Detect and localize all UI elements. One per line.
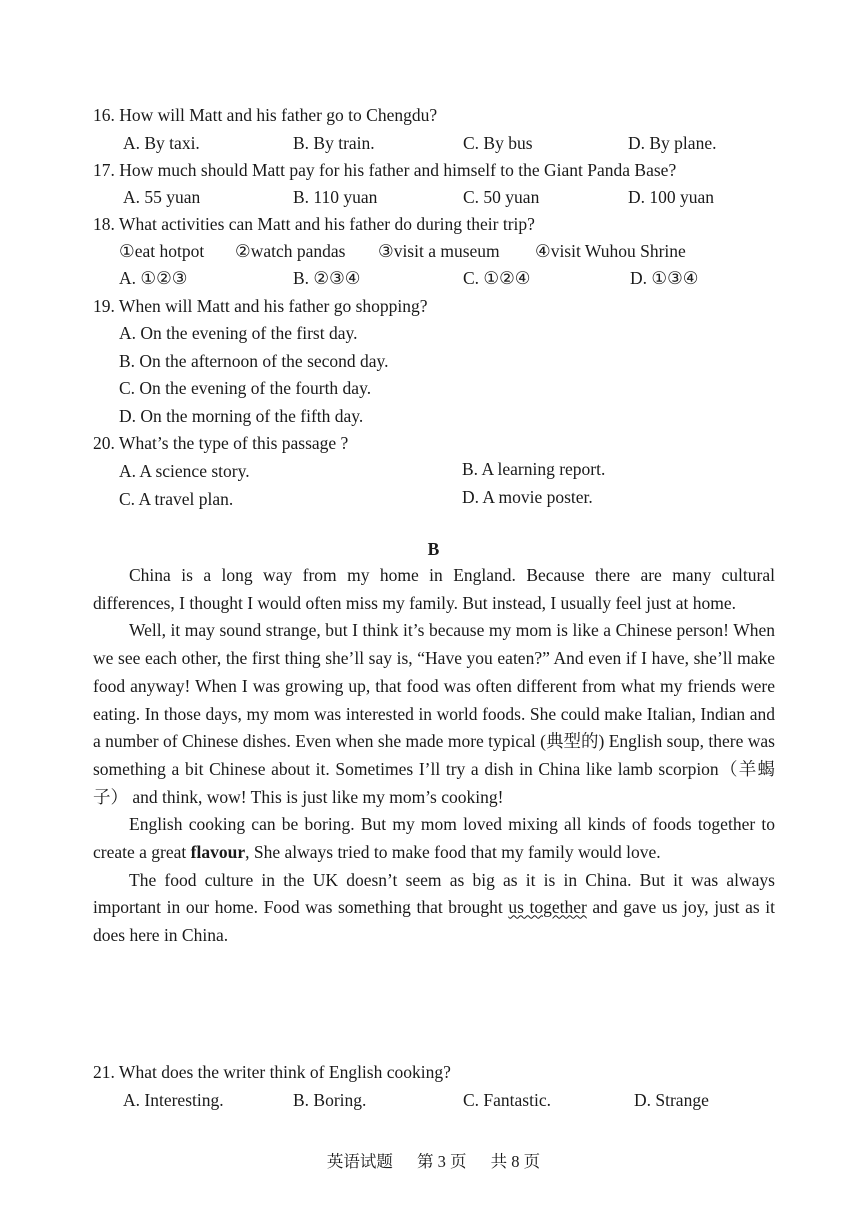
question-16-stem: 16. How will Matt and his father go to Chengdu? [93,105,438,125]
page-footer [0,1148,867,1176]
q17-option-c: C. 50 yuan [463,187,540,207]
q19-option-b: B. On the afternoon of the second day. [119,351,389,371]
q21-option-b: B. Boring. [293,1090,367,1110]
q17-option-b: B. 110 yuan [293,187,378,207]
q18-option-a: A. ①②③ [119,268,188,288]
q20-option-b: B. A learning report. [462,459,606,479]
q18-choice-1: ①eat hotpot [119,241,205,261]
footer-page-number: 第 3 页 [417,1152,467,1171]
paragraph-3-text-end: , She always tried to make food that my family would love. [245,842,661,863]
q19-option-d: D. On the morning of the fifth day. [119,406,364,426]
q21-option-d: D. Strange [634,1090,709,1110]
paragraph-3-text-start: English cooking can be boring. But my mom loved mixing all kinds of foods together to create a great [93,814,775,863]
q17-option-a: A. 55 yuan [123,187,201,207]
underlined-phrase: us together [508,897,587,918]
paragraph-4-text-end: and gave us joy, just as it does here in China. [93,897,775,946]
passage-paragraph-1: China is a long way from my home in England. Because there are many cultural differences, I thought I would often miss my family. But instead, I usually feel just at home. [93,565,775,613]
q17-option-d: D. 100 yuan [628,187,715,207]
q18-choice-3: ③visit a museum [378,241,500,261]
passage-b [93,562,775,950]
question-17-stem: 17. How much should Matt pay for his father and himself to the Giant Panda Base? [93,160,677,180]
q18-option-b: B. ②③④ [293,268,361,288]
q20-option-d: D. A movie poster. [462,487,593,507]
q16-option-a: A. By taxi. [123,133,200,153]
question-19-stem: 19. When will Matt and his father go shopping? [93,296,428,316]
question-20-stem: 20. What’s the type of this passage ? [93,433,349,453]
q20-option-a: A. A science story. [119,461,250,481]
question-21-stem: 21. What does the writer think of English cooking? [93,1062,451,1082]
q16-option-b: B. By train. [293,133,375,153]
q18-choice-4: ④visit Wuhou Shrine [535,241,686,261]
footer-subject: 英语试题 [326,1152,393,1171]
q19-option-c: C. On the evening of the fourth day. [119,378,372,398]
q20-option-c: C. A travel plan. [119,489,234,509]
footer-total-pages: 共 8 页 [490,1152,541,1171]
q21-option-c: C. Fantastic. [463,1090,551,1110]
paragraph-4-text-start: The food culture in the UK doesn’t seem as big as it is in China. But it was always important in our home. Food was something that brought [93,869,775,918]
flavour-bold-word: flavour [190,842,246,863]
section-b-title: B [427,539,440,559]
q18-option-c: C. ①②④ [463,268,531,288]
passage-paragraph-2: Well, it may sound strange, but I think it’s because my mom is like a Chinese person! When we see each other, the first thing she’ll say is, “Have you eaten?” And even if I have, she’ll make food anyway! When I was growing up, that food was often different from what my friends were eating. In those days, my mom was interested in world foods. She could make Italian, Indian and a number of Chinese dishes. Even when she made more typical (典型的) English soup, there was something a bit Chinese about it. Sometimes I’ll try a dish in China like lamb scorpion（羊蝎子） and think, wow! This is just like my mom’s cooking! [93,620,775,807]
passage-paragraph-3 [93,811,775,866]
passage-paragraph-4 [93,867,775,950]
q21-option-a: A. Interesting. [123,1090,224,1110]
q18-option-d: D. ①③④ [630,268,699,288]
q16-option-c: C. By bus [463,133,533,153]
question-18-stem: 18. What activities can Matt and his father do during their trip? [93,214,535,234]
q16-option-d: D. By plane. [628,133,717,153]
q19-option-a: A. On the evening of the first day. [119,323,358,343]
q18-choice-2: ②watch pandas [235,241,346,261]
